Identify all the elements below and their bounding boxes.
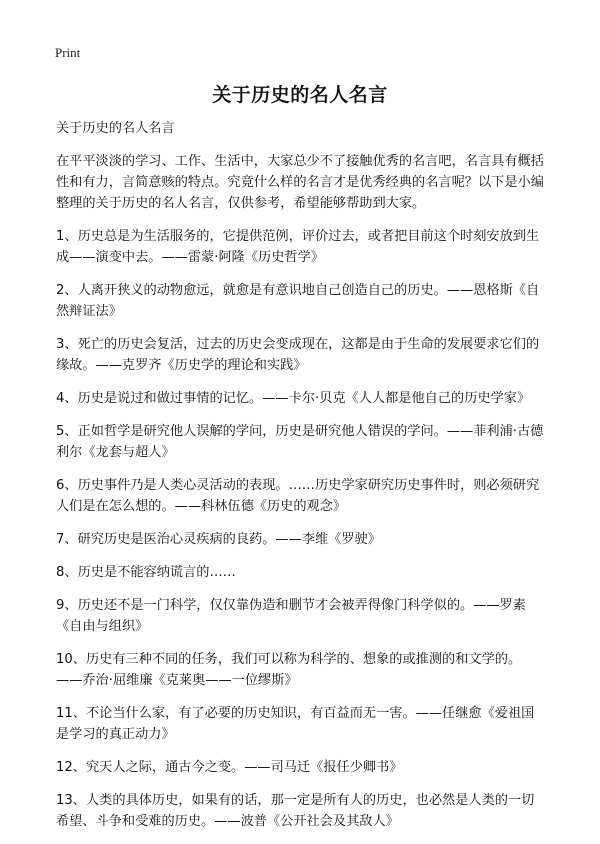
quote-item: 7、研究历史是医治心灵疾病的良药。——李维《罗驶》 <box>56 532 381 547</box>
document-subtitle: 关于历史的名人名言 <box>56 121 175 136</box>
quote-item: 3、死亡的历史会复活，过去的历史会变成现在，这都是由于生命的发展要求它们的缘故。——克罗齐《历史学的理论和实践》 <box>56 337 540 373</box>
quote-item: 11、不论当什么家，有了必要的历史知识，有百益而无一害。——任继愈《爱祖国是学习的真正动力》 <box>56 706 535 742</box>
quote-item: 2、人离开狭义的动物愈远，就愈是有意识地自己创造自己的历史。——恩格斯《自然辩证法》 <box>56 283 540 319</box>
quote-item: 5、正如哲学是研究他人误解的学问，历史是研究他人错误的学问。——菲利浦·古德利尔《龙套与超人》 <box>56 424 544 460</box>
quote-item: 4、历史是说过和做过事情的记忆。——卡尔·贝克《人人都是他自己的历史学家》 <box>56 391 531 406</box>
quote-item: 1、历史总是为生活服务的，它提供范例，评价过去，或者把目前这个时刻安放到生成——演变中去。——雷蒙·阿隆《历史哲学》 <box>56 229 540 265</box>
quote-item: 8、历史是不能容纳谎言的…… <box>56 565 236 580</box>
document-title: 关于历史的名人名言 <box>212 84 388 106</box>
intro-paragraph: 在平平淡淡的学习、工作、生活中，大家总少不了接触优秀的名言吧，名言具有概括性和有力，言简意赅的特点。究竟什么样的名言才是优秀经典的名言呢？以下是小编整理的关于历史的名人名言，仅供参考，希望能够帮助到大家。 <box>56 154 544 211</box>
print-label: Print <box>55 45 81 60</box>
quote-item: 12、究天人之际，通古今之变。——司马迁《报任少卿书》 <box>56 760 403 775</box>
quote-item: 10、历史有三种不同的任务，我们可以称为科学的、想象的或推测的和文学的。——乔治·屈维廉《克莱奥——一位缪斯》 <box>56 652 522 688</box>
document-body <box>56 118 546 844</box>
quote-item: 13、人类的具体历史，如果有的话，那一定是所有人的历史，也必然是人类的一切希望、斗争和受难的历史。——波普《公开社会及其敌人》 <box>56 793 535 829</box>
quote-item: 6、历史事件乃是人类心灵活动的表现。……历史学家研究历史事件时，则必须研究人们是在怎么想的。——科林伍德《历史的观念》 <box>56 478 540 514</box>
quote-item: 9、历史还不是一门科学，仅仅靠伪造和删节才会被弄得像门科学似的。——罗素《自由与组织》 <box>56 598 526 634</box>
